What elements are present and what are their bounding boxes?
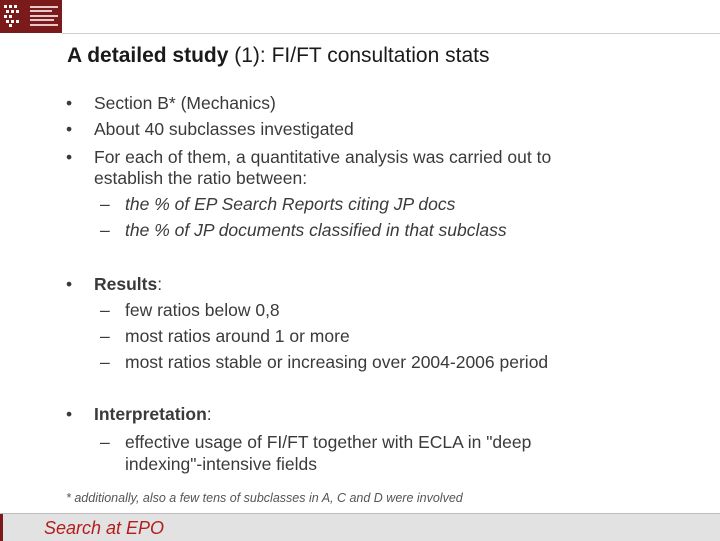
results-item: few ratios below 0,8 <box>125 300 280 320</box>
results-heading: Results: <box>94 274 163 294</box>
bullet-marker: • <box>66 404 73 424</box>
interpretation-heading: Interpretation: <box>94 404 212 424</box>
dash-marker: – <box>100 432 110 452</box>
results-item: most ratios stable or increasing over 2004-2006 period <box>125 352 549 372</box>
dash-marker: – <box>100 326 110 346</box>
footnote: * additionally, also a few tens of subclasses in A, C and D were involved <box>66 491 463 505</box>
bullet-marker: • <box>66 119 73 139</box>
bullet-marker: • <box>66 274 73 294</box>
bullet-analysis-line2: establish the ratio between: <box>94 168 308 188</box>
dash-marker: – <box>100 300 110 320</box>
interpretation-item-line2: indexing"-intensive fields <box>125 454 318 474</box>
interpretation-item-line1: effective usage of FI/FT together with ECLA in "deep <box>125 432 532 452</box>
bullet-marker: • <box>66 93 73 113</box>
slide-title: A detailed study (1): FI/FT consultation stats <box>67 44 490 67</box>
ratio-item-jp: the % of JP documents classified in that subclass <box>125 220 507 240</box>
bullet-analysis-line1: For each of them, a quantitative analysis was carried out to <box>94 147 552 167</box>
bullet-subclasses: About 40 subclasses investigated <box>94 119 354 139</box>
footer-label: Search at EPO <box>44 518 165 538</box>
dash-marker: – <box>100 220 110 240</box>
bullet-section: Section B* (Mechanics) <box>94 93 276 113</box>
footer-bar <box>0 513 720 541</box>
results-item: most ratios around 1 or more <box>125 326 350 346</box>
ratio-item-ep: the % of EP Search Reports citing JP docs <box>125 194 456 214</box>
dash-marker: – <box>100 352 110 372</box>
dash-marker: – <box>100 194 110 214</box>
bullet-marker: • <box>66 147 73 167</box>
footer-accent <box>0 514 3 541</box>
